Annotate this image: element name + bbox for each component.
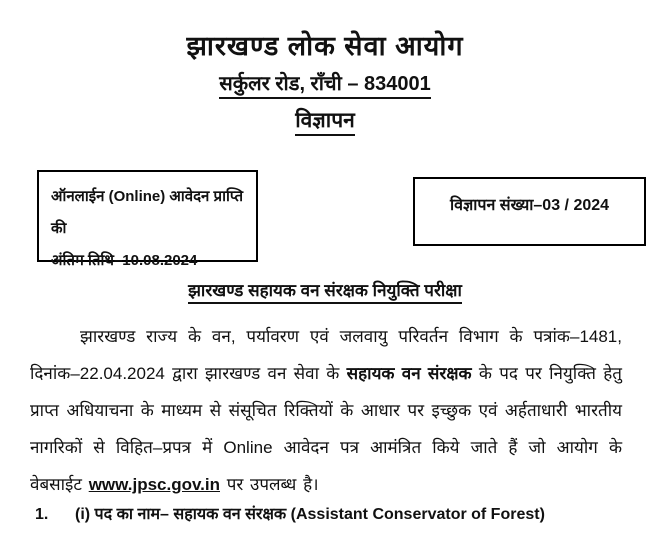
list-item-1: [35, 502, 545, 524]
notification-paragraph: [30, 318, 622, 503]
deadline-box: [37, 170, 258, 269]
page-title: झारखण्ड लोक सेवा आयोग: [186, 31, 464, 61]
item-text: (i) पद का नाम– सहायक वन संरक्षक (Assistant Conservator of Forest): [75, 506, 545, 523]
address-line: [0, 69, 650, 96]
address-text: सर्कुलर रोड, राँची – 834001: [219, 73, 431, 99]
exam-heading: [0, 278, 650, 301]
paragraph-part-3: पर उपलब्ध है।: [220, 475, 319, 494]
advert-number-text: विज्ञापन संख्या–03 / 2024: [449, 197, 610, 214]
deadline-line-1: ऑनलाईन (Online) आवेदन प्राप्ति की: [51, 188, 244, 237]
deadline-line-2: अंतिम तिथि–10.08.2024: [51, 252, 198, 269]
advert-number-box: [413, 177, 646, 246]
paragraph-part-2: के पद पर नियुक्ति हेतु प्राप्त अधियाचना के माध्यम से संसूचित रिक्तियों के आधार पर इच्छुक एवं अर्हताधारी भारतीय नागरिकों से विहित–प्रपत्र में Online आवेदन पत्र आमंत्रित किये जाते हैं जो आयोग के वेबसाईट: [30, 364, 622, 494]
exam-heading-text: झारखण्ड सहायक वन संरक्षक नियुक्ति परीक्षा: [188, 281, 462, 304]
doc-type-text: विज्ञापन: [295, 109, 355, 136]
item-number: 1.: [35, 506, 49, 523]
doc-type-heading: [0, 106, 650, 134]
website-link[interactable]: www.jpsc.gov.in: [88, 475, 220, 494]
paragraph-part-1: झारखण्ड राज्य के वन, पर्यावरण एवं जलवायु परिवर्तन विभाग के पत्रांक–1481, दिनांक–22.04.2024 द्वारा झारखण्ड वन सेवा के: [30, 327, 622, 383]
post-name-bold: सहायक वन संरक्षक: [346, 364, 472, 383]
